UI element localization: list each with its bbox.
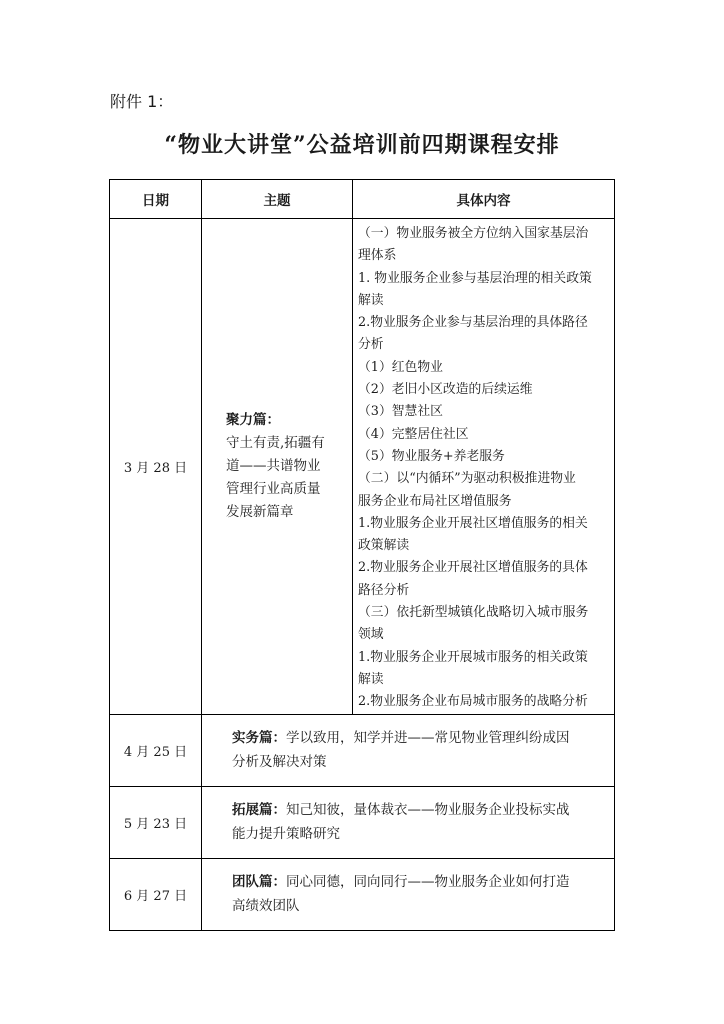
content-line: 1.物业服务企业开展社区增值服务的相关 xyxy=(358,515,588,531)
row-date: 3 月 28 日 xyxy=(110,219,202,715)
header-date: 日期 xyxy=(110,180,202,219)
document-title: “物业大讲堂”公益培训前四期课程安排 xyxy=(164,132,560,158)
row-text: 学以致用，知学并进——常见物业管理纠纷成因 xyxy=(286,730,570,747)
row-label: 实务篇： xyxy=(232,730,286,747)
header-topic: 主题 xyxy=(202,180,353,219)
content-line: 1.物业服务企业开展城市服务的相关政策 xyxy=(358,649,588,665)
table-header-row xyxy=(110,180,615,219)
topic-line: 守土有责,拓疆有 xyxy=(226,434,325,451)
content-line: 政策解读 xyxy=(358,538,410,554)
content-line: 理体系 xyxy=(358,248,397,264)
row-description xyxy=(202,714,615,786)
content-line: 服务企业布局社区增值服务 xyxy=(358,493,512,509)
content-line: 领域 xyxy=(358,627,384,643)
course-schedule-table xyxy=(109,179,615,931)
topic-line: 道——共谱物业 xyxy=(226,457,321,474)
topic-line: 发展新篇章 xyxy=(226,503,294,520)
content-line: （4）完整居住社区 xyxy=(358,426,469,442)
content-line: 2.物业服务企业布局城市服务的战略分析 xyxy=(358,694,588,710)
row-date: 5 月 23 日 xyxy=(110,786,202,858)
table-row xyxy=(110,714,615,786)
content-line: 分析 xyxy=(358,337,384,353)
content-line: 1. 物业服务企业参与基层治理的相关政策 xyxy=(358,270,592,286)
content-line: （二）以“内循环”为驱动积极推进物业 xyxy=(358,471,576,487)
row-text: 高绩效团队 xyxy=(232,898,300,915)
row-description xyxy=(202,858,615,930)
row-label: 拓展篇： xyxy=(232,802,286,819)
row-topic xyxy=(202,219,353,715)
row-date: 6 月 27 日 xyxy=(110,858,202,930)
content-line: 2.物业服务企业参与基层治理的具体路径 xyxy=(358,315,588,331)
content-line: （三）依托新型城镇化战略切入城市服务 xyxy=(358,605,589,621)
row-description xyxy=(202,786,615,858)
row-text: 能力提升策略研究 xyxy=(232,826,340,843)
table-row xyxy=(110,219,615,715)
content-line: 2.物业服务企业开展社区增值服务的具体 xyxy=(358,560,588,576)
content-line: （2）老旧小区改造的后续运维 xyxy=(358,382,533,398)
content-line: （一）物业服务被全方位纳入国家基层治 xyxy=(358,226,589,241)
content-line: 路径分析 xyxy=(358,582,410,598)
table-row xyxy=(110,858,615,930)
row-content xyxy=(353,219,615,715)
content-line: （5）物业服务+养老服务 xyxy=(358,448,505,464)
attachment-label: 附件 1： xyxy=(110,92,174,111)
content-line: （3）智慧社区 xyxy=(358,404,443,420)
topic-line: 管理行业高质量 xyxy=(226,480,321,497)
content-line: 解读 xyxy=(358,292,384,308)
row-date: 4 月 25 日 xyxy=(110,714,202,786)
row-text: 知己知彼，量体裁衣——物业服务企业投标实战 xyxy=(286,802,570,819)
row-text: 同心同德，同向同行——物业服务企业如何打造 xyxy=(286,874,570,891)
table-row xyxy=(110,786,615,858)
row-label: 团队篇： xyxy=(232,874,286,891)
content-line: （1）红色物业 xyxy=(358,359,443,375)
row-text: 分析及解决对策 xyxy=(232,754,327,771)
header-content: 具体内容 xyxy=(353,180,615,219)
topic-title: 聚力篇： xyxy=(226,411,280,428)
content-line: 解读 xyxy=(358,671,384,687)
